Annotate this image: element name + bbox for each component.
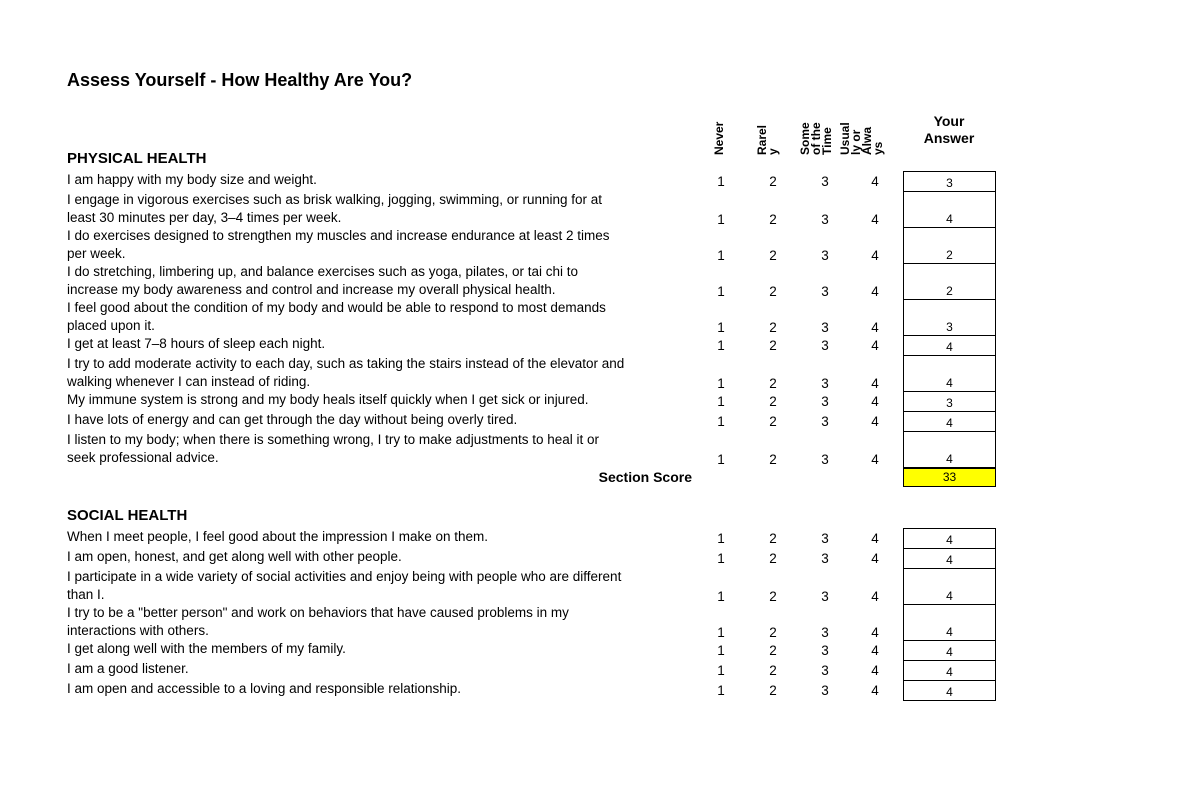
rating-option[interactable]: 2 — [769, 683, 777, 698]
answer-box[interactable]: 4 — [903, 548, 996, 569]
question-line: seek professional advice. — [67, 450, 219, 465]
question-line: I listen to my body; when there is something wrong, I try to make adjustments to heal it or — [67, 432, 599, 447]
question-line: I try to add moderate activity to each day, such as taking the stairs instead of the elevator and — [67, 356, 625, 371]
question-line: I get at least 7–8 hours of sleep each night. — [67, 336, 326, 351]
rating-option[interactable]: 2 — [769, 663, 777, 678]
answer-box[interactable]: 3 — [903, 391, 996, 412]
section-score-label: Section Score — [598, 469, 692, 485]
question-text — [67, 604, 707, 640]
rating-option[interactable]: 4 — [871, 589, 879, 604]
answer-box[interactable]: 4 — [903, 355, 996, 392]
scale-header: Never — [712, 121, 726, 155]
rating-option[interactable]: 2 — [769, 212, 777, 227]
rating-option[interactable]: 1 — [717, 320, 725, 335]
rating-option[interactable]: 3 — [821, 683, 829, 698]
rating-option[interactable]: 3 — [821, 531, 829, 546]
question-text — [67, 335, 707, 353]
scale-header: Usual ly or Alwa ys — [838, 122, 885, 155]
question-text — [67, 191, 707, 227]
rating-option[interactable]: 3 — [821, 174, 829, 189]
rating-option[interactable]: 3 — [821, 212, 829, 227]
question-line: I feel good about the condition of my body and would be able to respond to most demands — [67, 300, 606, 315]
question-text — [67, 391, 707, 409]
question-text — [67, 171, 707, 189]
question-line: I do stretching, limbering up, and balance exercises such as yoga, pilates, or tai chi to — [67, 264, 579, 279]
question-line: than I. — [67, 587, 105, 602]
question-text — [67, 680, 707, 698]
rating-option[interactable]: 1 — [717, 394, 725, 409]
question-text — [67, 660, 707, 678]
answer-box[interactable]: 4 — [903, 604, 996, 641]
page-title: Assess Yourself - How Healthy Are You? — [67, 70, 413, 90]
rating-option[interactable]: 3 — [821, 452, 829, 467]
rating-option[interactable]: 4 — [871, 531, 879, 546]
question-line: I engage in vigorous exercises such as brisk walking, jogging, swimming, or running for at — [67, 192, 603, 207]
rating-option[interactable]: 1 — [717, 643, 725, 658]
answer-box[interactable]: 4 — [903, 528, 996, 549]
question-line: increase my body awareness and control and increase my overall physical health. — [67, 282, 556, 297]
rating-option[interactable]: 1 — [717, 625, 725, 640]
rating-option[interactable]: 4 — [871, 174, 879, 189]
rating-option[interactable]: 1 — [717, 376, 725, 391]
rating-option[interactable]: 3 — [821, 320, 829, 335]
rating-option[interactable]: 2 — [769, 452, 777, 467]
question-line: I have lots of energy and can get through the day without being overly tired. — [67, 412, 518, 427]
question-text — [67, 640, 707, 658]
answer-box[interactable]: 3 — [903, 299, 996, 336]
rating-option[interactable]: 4 — [871, 394, 879, 409]
question-text — [67, 411, 707, 429]
question-line: per week. — [67, 246, 126, 261]
rating-option[interactable]: 2 — [769, 284, 777, 299]
question-line: My immune system is strong and my body heals itself quickly when I get sick or injured. — [67, 392, 589, 407]
rating-option[interactable]: 1 — [717, 414, 725, 429]
rating-option[interactable]: 1 — [717, 531, 725, 546]
rating-option[interactable]: 4 — [871, 643, 879, 658]
answer-box[interactable]: 2 — [903, 263, 996, 300]
scale-header: Rarel y — [755, 124, 780, 155]
rating-option[interactable]: 1 — [717, 683, 725, 698]
question-text — [67, 548, 707, 566]
your-answer-header: Your Answer — [923, 113, 975, 146]
section-heading: PHYSICAL HEALTH — [67, 150, 207, 167]
question-line: I do exercises designed to strengthen my muscles and increase endurance at least 2 times — [67, 228, 610, 243]
rating-option[interactable]: 4 — [871, 376, 879, 391]
rating-option[interactable]: 1 — [717, 663, 725, 678]
rating-option[interactable]: 2 — [769, 394, 777, 409]
rating-option[interactable]: 1 — [717, 284, 725, 299]
rating-option[interactable]: 4 — [871, 338, 879, 353]
section-score-value: 33 — [903, 468, 996, 487]
question-text — [67, 263, 707, 299]
question-line: I am open, honest, and get along well with other people. — [67, 549, 402, 564]
rating-option[interactable]: 2 — [769, 625, 777, 640]
rating-option[interactable]: 4 — [871, 284, 879, 299]
answer-box[interactable]: 4 — [903, 411, 996, 432]
answer-box[interactable]: 4 — [903, 660, 996, 681]
rating-option[interactable]: 2 — [769, 643, 777, 658]
rating-option[interactable]: 4 — [871, 212, 879, 227]
rating-option[interactable]: 4 — [871, 452, 879, 467]
question-line: placed upon it. — [67, 318, 155, 333]
rating-option[interactable]: 2 — [769, 248, 777, 263]
rating-option[interactable]: 4 — [871, 663, 879, 678]
question-text — [67, 568, 707, 604]
rating-option[interactable]: 3 — [821, 338, 829, 353]
scale-header: Some of the Time — [798, 122, 834, 155]
question-text — [67, 355, 707, 391]
rating-option[interactable]: 3 — [821, 643, 829, 658]
rating-option[interactable]: 4 — [871, 683, 879, 698]
question-line: walking whenever I can instead of riding. — [67, 374, 311, 389]
rating-option[interactable]: 1 — [717, 589, 725, 604]
answer-box[interactable]: 4 — [903, 568, 996, 605]
rating-option[interactable]: 1 — [717, 248, 725, 263]
question-line: least 30 minutes per day, 3–4 times per week. — [67, 210, 342, 225]
rating-option[interactable]: 2 — [769, 414, 777, 429]
rating-option[interactable]: 2 — [769, 338, 777, 353]
rating-option[interactable]: 4 — [871, 625, 879, 640]
question-line: interactions with others. — [67, 623, 209, 638]
answer-box[interactable]: 2 — [903, 227, 996, 264]
question-text — [67, 528, 707, 546]
rating-option[interactable]: 4 — [871, 320, 879, 335]
rating-option[interactable]: 2 — [769, 531, 777, 546]
question-line: I am a good listener. — [67, 661, 189, 676]
rating-option[interactable]: 1 — [717, 452, 725, 467]
rating-option[interactable]: 2 — [769, 376, 777, 391]
rating-option[interactable]: 3 — [821, 589, 829, 604]
question-text — [67, 299, 707, 335]
rating-option[interactable]: 1 — [717, 174, 725, 189]
question-line: I am happy with my body size and weight. — [67, 172, 317, 187]
rating-option[interactable]: 3 — [821, 625, 829, 640]
rating-option[interactable]: 2 — [769, 320, 777, 335]
rating-option[interactable]: 3 — [821, 376, 829, 391]
rating-option[interactable]: 3 — [821, 663, 829, 678]
question-line: I get along well with the members of my family. — [67, 641, 346, 656]
rating-option[interactable]: 4 — [871, 414, 879, 429]
answer-box[interactable]: 4 — [903, 431, 996, 468]
section-heading: SOCIAL HEALTH — [67, 507, 188, 524]
rating-option[interactable]: 3 — [821, 394, 829, 409]
rating-option[interactable]: 1 — [717, 212, 725, 227]
rating-option[interactable]: 1 — [717, 338, 725, 353]
answer-box[interactable]: 4 — [903, 680, 996, 701]
rating-option[interactable]: 3 — [821, 414, 829, 429]
question-line: I am open and accessible to a loving and responsible relationship. — [67, 681, 461, 696]
question-text — [67, 431, 707, 467]
rating-option[interactable]: 3 — [821, 248, 829, 263]
rating-option[interactable]: 2 — [769, 551, 777, 566]
answer-box[interactable]: 4 — [903, 640, 996, 661]
rating-option[interactable]: 3 — [821, 284, 829, 299]
rating-option[interactable]: 4 — [871, 551, 879, 566]
answer-box[interactable]: 4 — [903, 191, 996, 228]
rating-option[interactable]: 2 — [769, 589, 777, 604]
rating-option[interactable]: 4 — [871, 248, 879, 263]
rating-option[interactable]: 3 — [821, 551, 829, 566]
question-line: I participate in a wide variety of social activities and enjoy being with people who are different — [67, 569, 622, 584]
question-text — [67, 227, 707, 263]
answer-box[interactable]: 4 — [903, 335, 996, 356]
rating-option[interactable]: 2 — [769, 174, 777, 189]
question-line: When I meet people, I feel good about the impression I make on them. — [67, 529, 488, 544]
answer-box[interactable]: 3 — [903, 171, 996, 192]
question-line: I try to be a "better person" and work on behaviors that have caused problems in my — [67, 605, 569, 620]
rating-option[interactable]: 1 — [717, 551, 725, 566]
